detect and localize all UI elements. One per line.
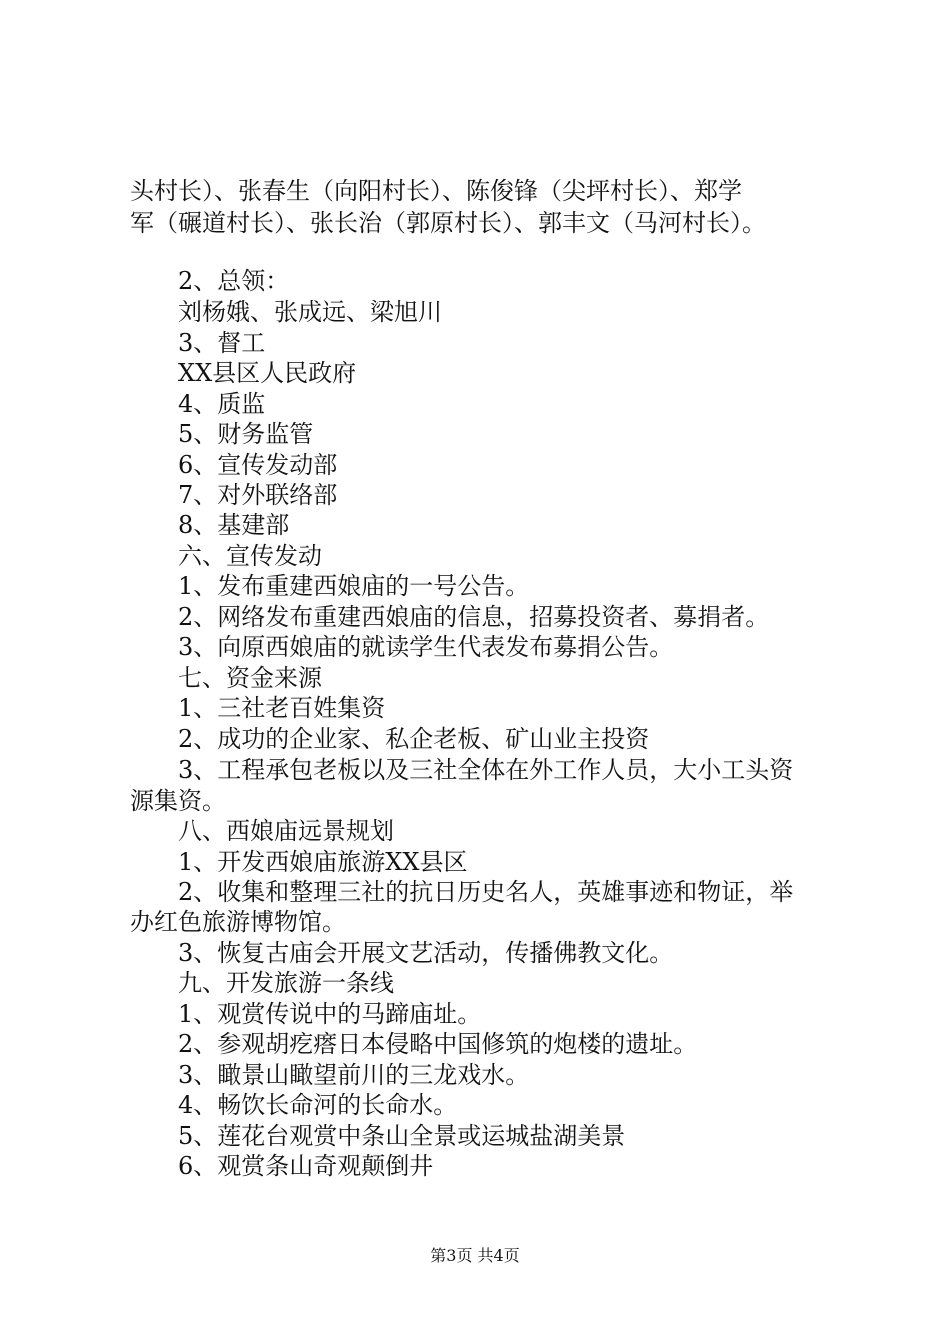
text-line: 4、质监: [178, 390, 266, 418]
text-line: 2、成功的企业家、私企老板、矿山业主投资: [178, 725, 650, 753]
text-line: 6、宣传发动部: [178, 451, 338, 479]
text-line: 1、发布重建西娘庙的一号公告。: [178, 572, 530, 600]
text-line: 2、收集和整理三社的抗日历史名人，英雄事迹和物证，举: [178, 878, 794, 906]
text-line: 军（碾道村长）、张长治（郭原村长）、郭丰文（马河村长）。: [130, 209, 766, 237]
text-line: 3、工程承包老板以及三社全体在外工作人员，大小工头资: [178, 756, 794, 784]
text-line: 6、观赏条山奇观颠倒井: [178, 1152, 434, 1180]
text-line: 4、畅饮长命河的长命水。: [178, 1091, 458, 1119]
page-footer: 第3页 共4页: [430, 1246, 520, 1265]
text-line: 1、三社老百姓集资: [178, 694, 386, 722]
text-line: 3、瞰景山瞰望前川的三龙戏水。: [178, 1061, 530, 1089]
section-heading: 九、开发旅游一条线: [178, 969, 394, 997]
text-line: 7、对外联络部: [178, 481, 338, 509]
text-line: 办红色旅游博物馆。: [130, 908, 346, 936]
text-line: 5、财务监管: [178, 420, 314, 448]
text-line: 3、向原西娘庙的就读学生代表发布募捐公告。: [178, 633, 674, 661]
text-line: 3、恢复古庙会开展文艺活动，传播佛教文化。: [178, 939, 674, 967]
text-line: 1、观赏传说中的马蹄庙址。: [178, 1000, 482, 1028]
text-line: 1、开发西娘庙旅游XX县区: [178, 848, 468, 876]
section-heading: 七、资金来源: [178, 664, 322, 692]
text-line: 2、参观胡疙瘩日本侵略中国修筑的炮楼的遗址。: [178, 1030, 698, 1058]
text-line: 头村长）、张春生（向阳村长）、陈俊锋（尖坪村长）、郑学: [130, 177, 742, 205]
section-heading: 八、西娘庙远景规划: [178, 817, 394, 845]
text-line: 8、基建部: [178, 511, 290, 539]
text-line: 2、总领：: [178, 267, 290, 295]
section-heading: 六、宣传发动: [178, 542, 322, 570]
text-line: 刘杨娥、张成远、梁旭川: [178, 298, 442, 326]
text-line: XX县区人民政府: [178, 359, 357, 387]
text-line: 5、莲花台观赏中条山全景或运城盐湖美景: [178, 1122, 626, 1150]
text-line: 3、督工: [178, 329, 266, 357]
text-line: 源集资。: [130, 787, 226, 815]
text-line: 2、网络发布重建西娘庙的信息，招募投资者、募捐者。: [178, 603, 770, 631]
